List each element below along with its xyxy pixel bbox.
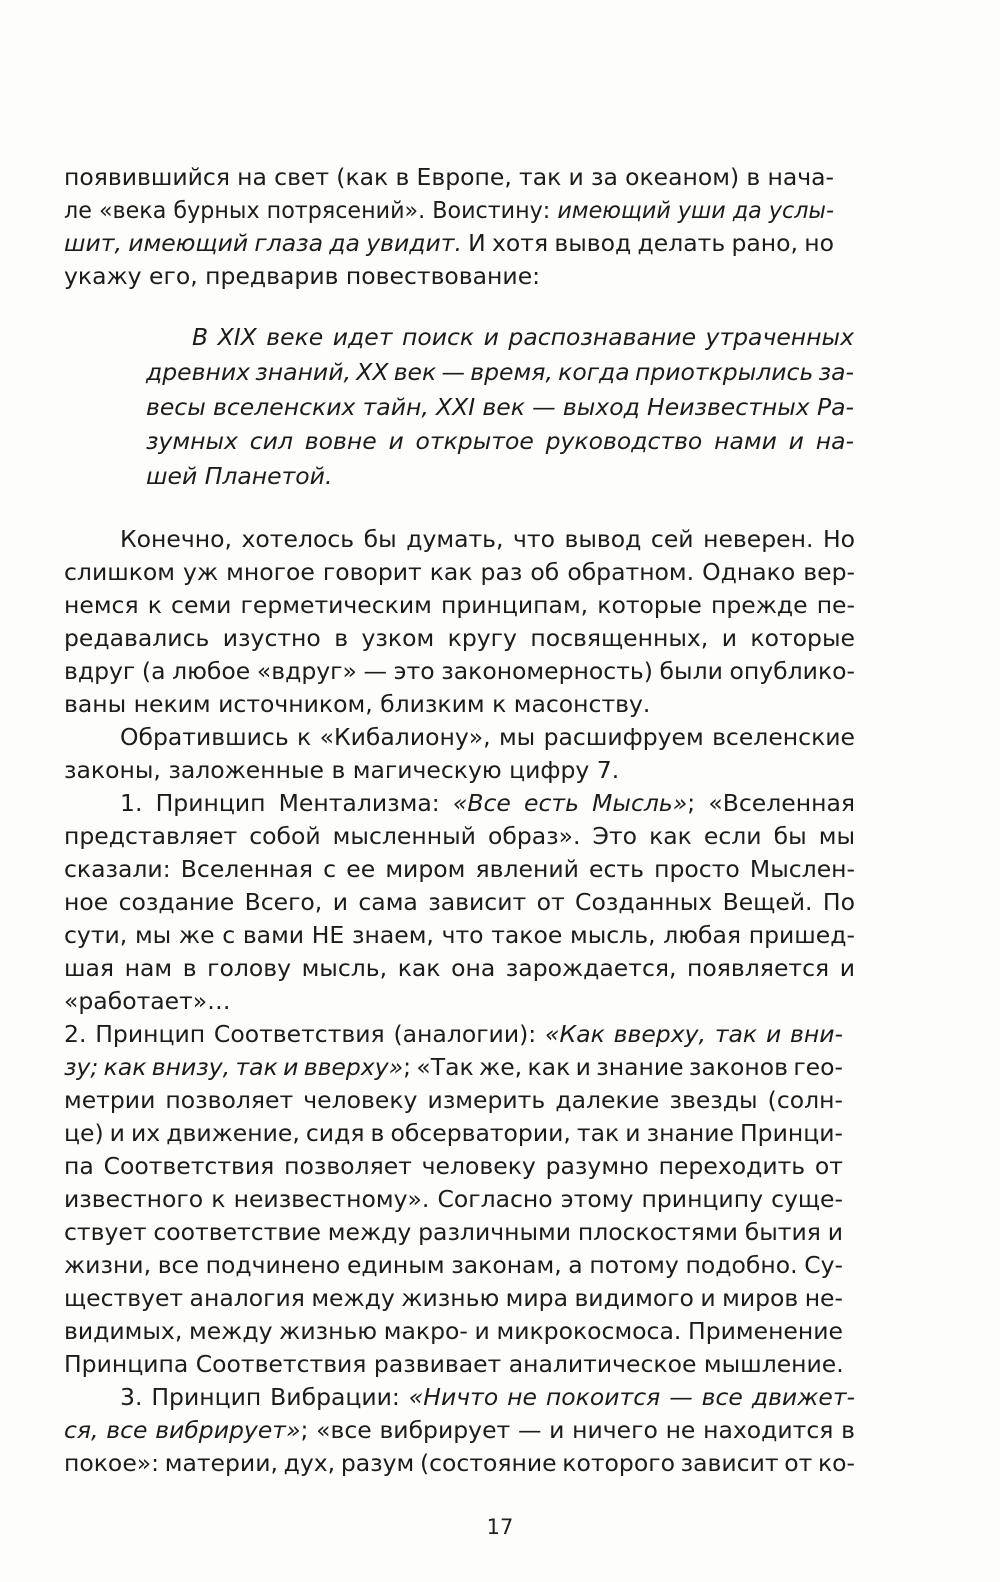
italic-text: древних знаний, XX век — время, когда приоткрылись за- [146,358,854,386]
text: немся к семи герметическим принципам, которые прежде пе- [64,591,855,619]
text-line [120,522,855,556]
text: ле «века бурных потрясений». Воистину: [64,196,558,224]
italic-text: зумных сил вовне и открытое руководство нами и на- [146,427,854,455]
text: Принципа Соответствия развивает аналитическое мышление. [64,1350,844,1378]
text: редавались изустно в узком кругу посвященных, и которые [64,624,855,652]
italic-text: имеющий уши да услы- [557,196,834,224]
text-line [64,1413,855,1447]
text-line [64,654,855,688]
text-line [64,621,855,655]
text-line [64,193,834,227]
text-line [64,1116,843,1150]
text: 3. Принцип Вибрации: [120,1383,409,1411]
text: метрии позволяет человеку измерить далекие звезды (солн- [64,1086,843,1114]
text-line [120,786,855,820]
text: ; «Вселенная [687,789,856,817]
text: ствует соответствие между различными плоскостями бытия и [64,1218,843,1246]
text-line [64,259,540,293]
text-line [64,1182,843,1216]
text-line [192,320,854,354]
text: 1. Принцип Ментализма: [120,789,453,817]
text-line [146,390,854,424]
text: представляет собой мысленный образ». Это как если бы мы [64,822,855,850]
italic-text: «Ничто не покоится — все движет- [408,1383,855,1411]
text-line [64,1248,843,1282]
italic-text: зу; как внизу, так и вверху» [64,1053,404,1081]
text: известного к неизвестному». Согласно этому принципу суще- [64,1185,843,1213]
text: Конечно, хотелось бы думать, что вывод сей неверен. Но [120,525,855,553]
text: покое»: материи, дух, разум (состояние которого зависит от ко- [64,1449,855,1477]
text-line [64,753,619,787]
text-line [146,355,854,389]
italic-text: шит, имеющий глаза да увидит. [64,229,462,257]
text-line [64,1347,844,1381]
italic-text: шей Планетой. [146,462,333,490]
text: законы, заложенные в магическую цифру 7. [64,756,620,784]
italic-text: «Все есть Мысль» [452,789,688,817]
text-line [146,459,332,493]
text: сказали: Вселенная с ее миром явлений есть просто Мыслен- [64,855,855,883]
text-line [64,1215,843,1249]
text-line [64,226,834,260]
text-line [64,1446,855,1480]
text-line [64,885,855,919]
text: вдруг (а любое «вдруг» — это закономерность) были опублико- [64,657,855,685]
text-line [64,951,855,985]
text-line [64,1314,843,1348]
text: шая нам в голову мысль, как она зарождается, появляется и [64,954,855,982]
text: ; «все вибрирует — и ничего не находится в [300,1416,855,1444]
text-line [64,1083,843,1117]
italic-text: весы вселенских тайн, XXI век — выход Неизвестных Ра- [146,393,854,421]
text-line [146,424,854,458]
text-line [64,984,231,1018]
text-line [64,918,855,952]
text: И хотя вывод делать рано, но [461,229,834,257]
text: па Соответствия позволяет человеку разумно переходить от [64,1152,843,1180]
text: це) и их движение, сидя в обсерватории, так и знание Принци- [64,1119,843,1147]
text-line [120,720,855,754]
text: видимых, между жизнью макро- и микрокосмоса. Применение [64,1317,843,1345]
text: ществует аналогия между жизнью мира видимого и миров не- [64,1284,843,1312]
text: «работает»… [64,987,231,1015]
text: ; «Так же, как и знание законов гео- [403,1053,843,1081]
text-line [64,160,834,194]
text-line [64,687,650,721]
text: укажу его, предварив повествование: [64,262,541,290]
text-line [64,1017,843,1051]
text-line [64,819,855,853]
text: сути, мы же с вами НЕ знаем, что такое мысль, любая пришед- [64,921,855,949]
text: Обратившись к «Кибалиону», мы расшифруем вселенские [120,723,855,751]
italic-text: «Как вверху, так и вни- [545,1020,844,1048]
text-line [64,555,855,589]
text-line [64,1281,843,1315]
text-line [64,1149,843,1183]
italic-text: В XIX веке идет поиск и распознавание утраченных [192,323,854,351]
text: ное создание Всего, и сама зависит от Созданных Вещей. По [64,888,855,916]
text: 2. Принцип Соответствия (аналогии): [64,1020,546,1048]
text-line [64,852,855,886]
page-number: 17 [486,1515,514,1539]
text: появившийся на свет (как в Европе, так и за океаном) в нача- [64,163,834,191]
italic-text: ся, все вибрирует» [64,1416,301,1444]
text-line [120,1380,855,1414]
text-line [64,588,855,622]
text: жизни, все подчинено единым законам, а потому подобно. Су- [64,1251,843,1279]
text-line [64,1050,843,1084]
text: ваны неким источником, близким к масонству. [64,690,651,718]
text: слишком уж многое говорит как раз об обратном. Однако вер- [64,558,855,586]
